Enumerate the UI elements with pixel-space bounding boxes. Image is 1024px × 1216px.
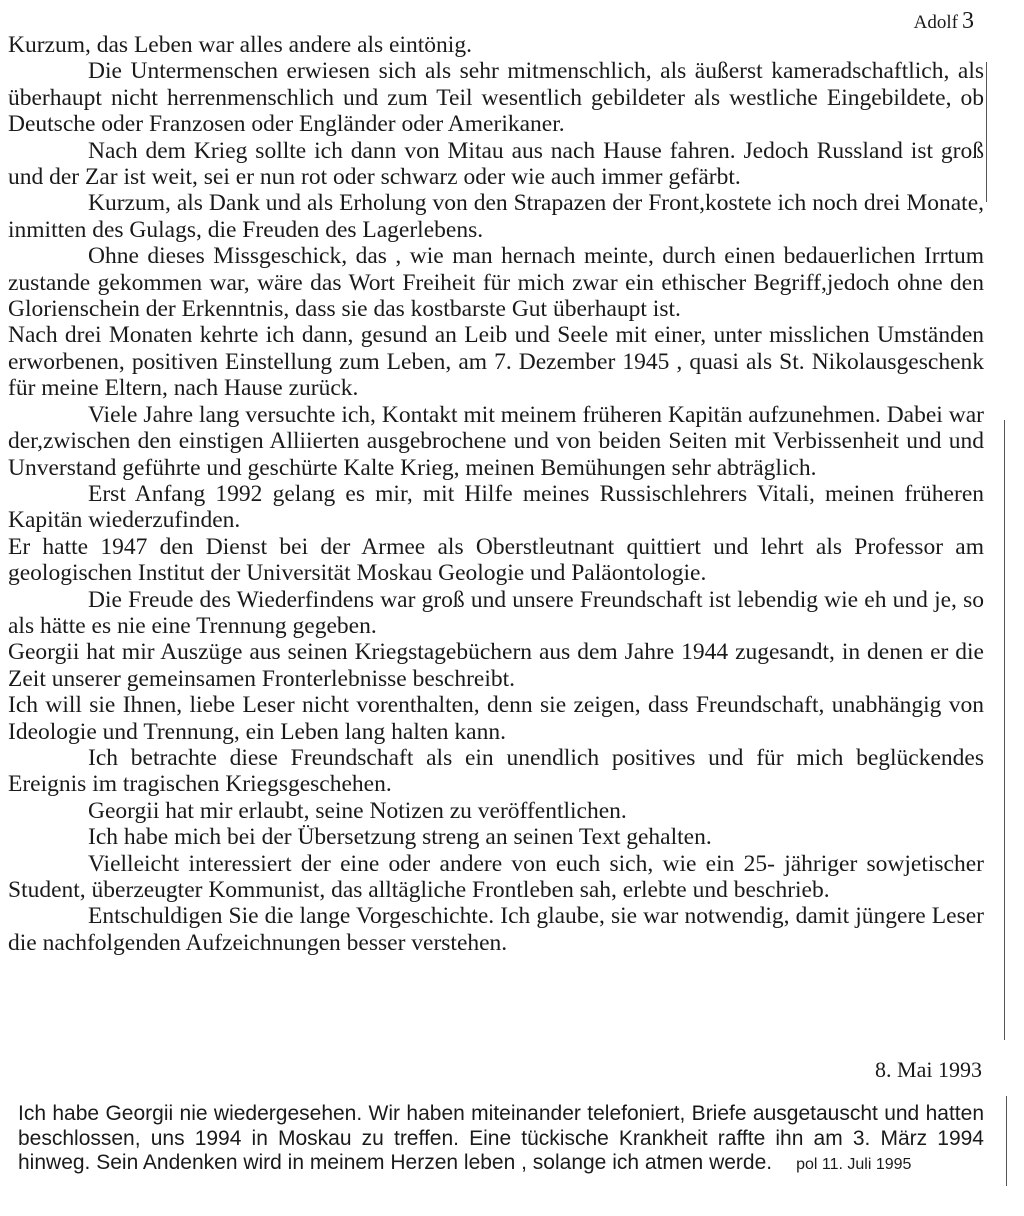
- paragraph: Kurzum, als Dank und als Erholung von den Strapazen der Front,kostete ich noch drei Monate, inmitten des Gulags, die Freuden des Lagerlebens.: [8, 190, 984, 243]
- paragraph: Ich will sie Ihnen, liebe Leser nicht vorenthalten, denn sie zeigen, dass Freundschaft, unabhängig von Ideologie und Trennung, ein Leben lang halten kann.: [8, 692, 984, 745]
- paragraph: Ich betrachte diese Freundschaft als ein unendlich positives und für mich beglückendes Ereignis im tragischen Kriegsgeschehen.: [8, 744, 984, 798]
- margin-line: [1006, 1096, 1007, 1186]
- paragraph: Die Freude des Wiederfindens war groß und unsere Freundschaft ist lebendig wie eh und je, so als hätte es nie eine Trennung gegeben.: [8, 586, 984, 639]
- paragraph: Erst Anfang 1992 gelang es mir, mit Hilfe meines Russischlehrers Vitali, meinen früheren Kapitän wiederzufinden.: [8, 480, 984, 534]
- paragraph: Ich habe mich bei der Übersetzung streng an seinen Text gehalten.: [88, 824, 712, 851]
- page-number: 3: [962, 8, 974, 34]
- page-header: [914, 8, 974, 35]
- paragraph: Vielleicht interessiert der eine oder andere von euch sich, wie ein 25- jähriger sowjetischer Student, überzeugter Kommunist, das alltägliche Frontleben sah, erlebte und beschrieb.: [8, 850, 984, 903]
- paragraph: Kurzum, das Leben war alles andere als eintönig.: [8, 32, 472, 58]
- margin-line: [986, 62, 987, 202]
- paragraph: Die Untermenschen erwiesen sich als sehr mitmenschlich, als äußerst kameradschaftlich, als überhaupt nicht herrenmenschlich und zum Teil wesentlich gebildeter als westliche Eingebildete, ob Deutsche oder Franzosen oder Engländer oder Amerikaner.: [8, 58, 984, 138]
- paragraph: Nach drei Monaten kehrte ich dann, gesund an Leib und Seele mit einer, unter misslichen Umständen erworbenen, positiven Einstellung zum Leben, am 7. Dezember 1945 , quasi als St. Nikolausgeschenk für meine Eltern, nach Hause zurück.: [8, 322, 984, 402]
- paragraph: Viele Jahre lang versuchte ich, Kontakt mit meinem früheren Kapitän aufzunehmen. Dabei war der,zwischen den einstigen Alliierten ausgebrochene und von beiden Seiten mit Verbissenheit und und Unverstand geführte und geschürte Kalte Krieg, meinen Bemühungen sehr abträglich.: [8, 401, 984, 481]
- paragraph: Ohne dieses Missgeschick, das , wie man hernach meinte, durch einen bedauerlichen Irrtum zustande gekommen war, wäre das Wort Freiheit für mich zwar ein ethischer Begriff,jedoch ohne den Glorienschein der Erkenntnis, dass sie das kostbarste Gut überhaupt ist.: [8, 243, 984, 323]
- paragraph: Entschuldigen Sie die lange Vorgeschichte. Ich glaube, sie war notwendig, damit jüngere Leser die nachfolgenden Aufzeichnungen besser verstehen.: [8, 903, 984, 956]
- paragraph: Georgii hat mir erlaubt, seine Notizen zu veröffentlichen.: [88, 797, 627, 824]
- postscript-text: Ich habe Georgii nie wiedergesehen. Wir haben miteinander telefoniert, Briefe ausgetauscht und hatten beschlossen, uns 1994 in Moskau zu treffen. Eine tückische Krankheit raffte ihn am 3. März 1994 hinweg. Sein Andenken wird in meinem Herzen leben , solange ich atmen werde.: [18, 1102, 984, 1174]
- paragraph: Nach dem Krieg sollte ich dann von Mitau aus nach Hause fahren. Jedoch Russland ist groß und der Zar ist weit, sei er nun rot oder schwarz oder wie auch immer gefärbt.: [8, 137, 984, 191]
- paragraph: Georgii hat mir Auszüge aus seinen Kriegstagebüchern aus dem Jahre 1944 zugesandt, in denen er die Zeit unserer gemeinsamen Fronterlebnisse beschreibt.: [8, 639, 984, 692]
- margin-line: [1004, 420, 1005, 1040]
- author-name: Adolf: [913, 12, 958, 33]
- postscript: [18, 1102, 984, 1178]
- main-text: [8, 32, 984, 956]
- paragraph: Er hatte 1947 den Dienst bei der Armee als Oberstleutnant quittiert und lehrt als Professor am geologischen Institut der Universität Moskau Geologie und Paläontologie.: [8, 533, 984, 587]
- postscript-signature: pol 11. Juli 1995: [796, 1156, 912, 1173]
- date-line: 8. Mai 1993: [875, 1057, 982, 1082]
